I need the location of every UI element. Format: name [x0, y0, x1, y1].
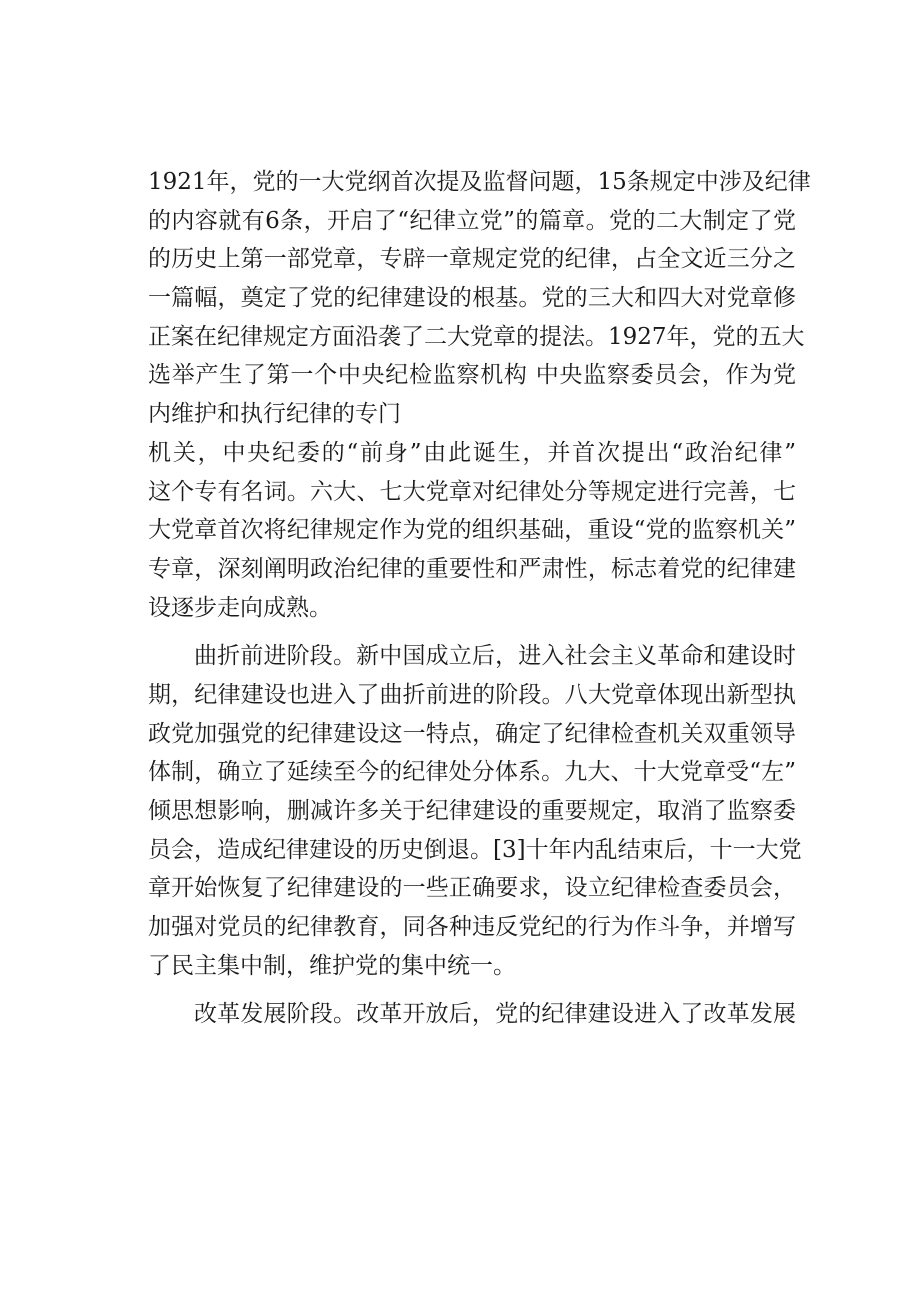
- text-line: 员会，造成纪律建设的历史倒退。[3]十年内乱结束后，十一大党: [148, 836, 802, 863]
- text-line: 倾思想影响，删减许多关于纪律建设的重要规定，取消了监察委: [148, 798, 796, 824]
- document-body: [148, 163, 811, 1034]
- text-line: 正案在纪律规定方面沿袭了二大党章的提法。1927年，党的五大: [148, 323, 805, 350]
- text-line: 了民主集中制，维护党的集中统一。: [148, 952, 516, 979]
- text-line: 专章，深刻阐明政治纪律的重要性和严肃性，标志着党的纪律建: [148, 555, 796, 582]
- text-line: 大党章首次将纪律规定作为党的组织基础，重设“党的监察机关”: [148, 517, 796, 544]
- text-line: 的内容就有6条，开启了“纪律立党”的篇章。党的二大制定了党: [148, 207, 796, 234]
- paragraph-first-line: 曲折前进阶段。新中国成立后，进入社会主义革命和建设时: [194, 643, 796, 670]
- text-line: 期，纪律建设也进入了曲折前进的阶段。八大党章体现出新型执: [148, 681, 796, 708]
- text-line: 政党加强党的纪律建设这一特点，确定了纪律检查机关双重领导: [148, 720, 796, 747]
- text-line: 内维护和执行纪律的专门: [148, 401, 401, 428]
- text-line: 选举产生了第一个中央纪检监察机构 中央监察委员会，作为党: [148, 362, 796, 389]
- text-line: 机关，中央纪委的“前身”由此诞生，并首次提出“政治纪律”: [148, 439, 796, 466]
- paragraph-first-line: 改革发展阶段。改革开放后，党的纪律建设进入了改革发展: [194, 1001, 796, 1028]
- text-line: 这个专有名词。六大、七大党章对纪律处分等规定进行完善，七: [148, 478, 796, 505]
- text-line: 一篇幅，奠定了党的纪律建设的根基。党的三大和四大对党章修: [148, 285, 796, 312]
- text-line: 设逐步走向成熟。: [148, 594, 332, 621]
- text-line: 章开始恢复了纪律建设的一些正确要求，设立纪律检查委员会，: [148, 875, 796, 902]
- text-line: 的历史上第一部党章，专辟一章规定党的纪律，占全文近三分之: [148, 246, 796, 273]
- text-line: 体制，确立了延续至今的纪律处分体系。九大、十大党章受“左”: [148, 759, 796, 786]
- text-line: 加强对党员的纪律教育，同各种违反党纪的行为作斗争，并增写: [148, 914, 796, 941]
- text-line: 1921年，党的一大党纲首次提及监督问题，15条规定中涉及纪律: [148, 169, 811, 195]
